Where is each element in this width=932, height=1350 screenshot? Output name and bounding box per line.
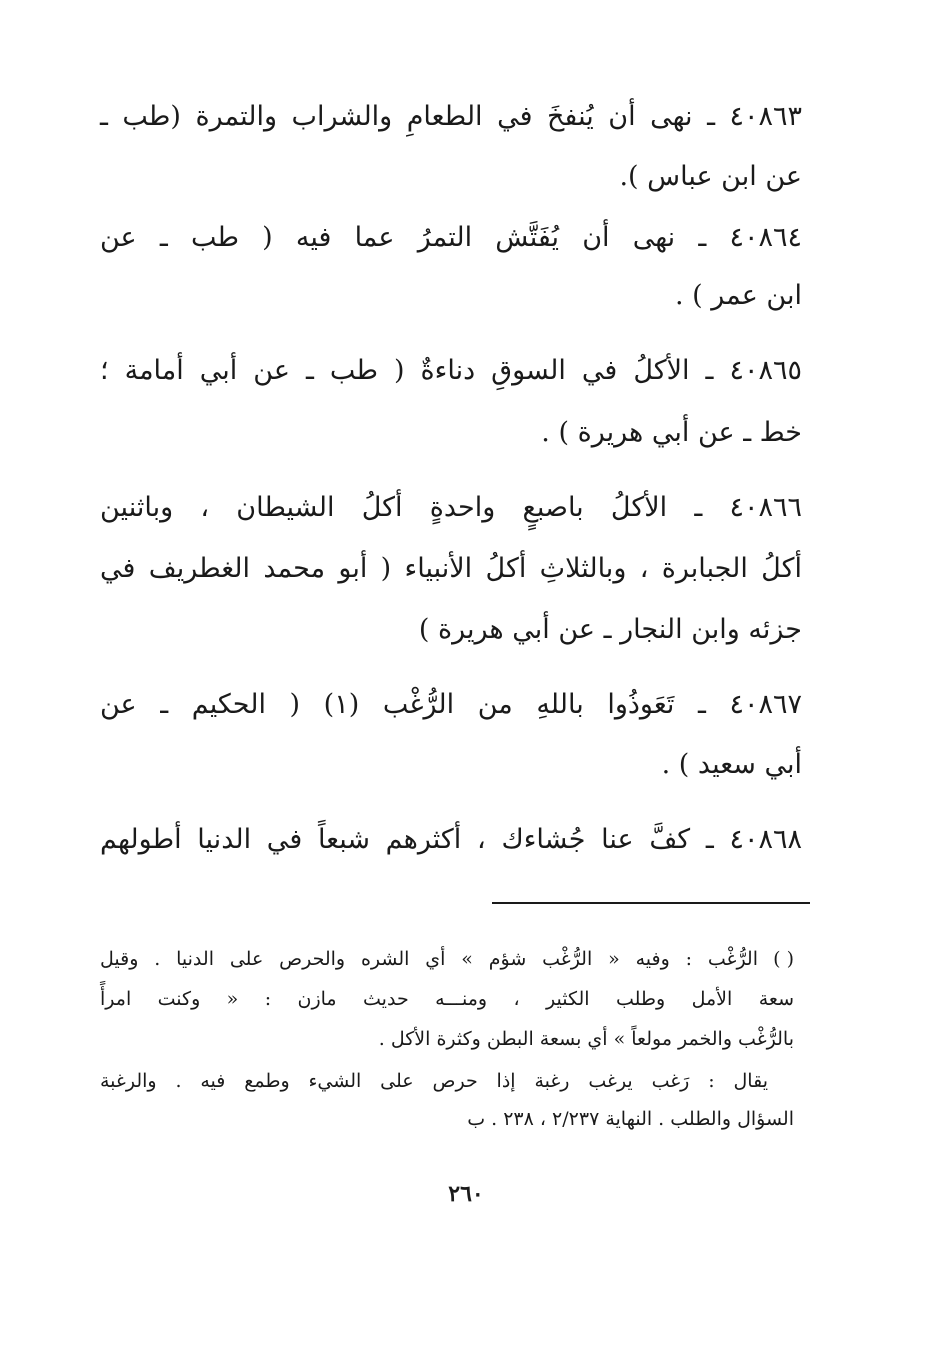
entry-40867-line-1: ٤٠٨٦٧ ـ تَعَوذُوا باللهِ من الرُّغْب (١) ( الحكيم ـ عن (100, 689, 802, 720)
footnote-separator (492, 902, 810, 904)
entry-40868-line-1: ٤٠٨٦٨ ـ كفَّ عنا جُشاءك ، أكثرهم شبعاً في الدنيا أطولهم (100, 824, 802, 855)
footnote-line-3: بالرُّغْب والخمر مولعاً » أي بسعة البطن وكثرة الأكل . (378, 1028, 794, 1050)
footnote-line-2: سعة الأمل وطلب الكثير ، ومنـــه حديث مازن : « وكنت امرأً (100, 988, 794, 1010)
entry-40863-line-2: عن ابن عباس ). (619, 161, 802, 192)
entry-40864-line-1: ٤٠٨٦٤ ـ نهى أن يُفَتَّش التمرُ عما فيه ( طب ـ عن (100, 222, 802, 253)
entry-40867-line-2: أبي سعيد ) . (661, 749, 802, 780)
entry-40865-line-2: خط ـ عن أبي هريرة ) . (541, 417, 802, 448)
entry-40866-line-1: ٤٠٨٦٦ ـ الأكلُ باصبعٍ واحدةٍ أكلُ الشيطان ، وباثنين (100, 492, 802, 523)
entry-40866-line-2: أكلُ الجبابرة ، وبالثلاثِ أكلُ الأنبياء ( أبو محمد الغطريف في (100, 553, 802, 584)
footnote-line-1: الرُّغْب : وفيه « الرُّغْب شؤم » أي الشره والحرص على الدنيا . وقيل (100, 948, 758, 970)
entry-40865-line-1: ٤٠٨٦٥ ـ الأكلُ في السوقِ دناءةٌ ( طب ـ عن أبي أمامة ؛ (100, 355, 802, 386)
footnote-line-5: السؤال والطلب . النهاية ٢/٢٣٧ ، ٢٣٨ . ب (467, 1108, 794, 1130)
entry-40864-line-2: ابن عمر ) . (674, 280, 802, 311)
footnote-line-4: يقال : رَغب يرغب رغبة إذا حرص على الشيء وطمع فيه . والرغبة (100, 1070, 768, 1092)
entry-40866-line-3: جزئه وابن النجار ـ عن أبي هريرة ) (418, 614, 802, 645)
entry-40863-line-1: ٤٠٨٦٣ ـ نهى أن يُنفخَ في الطعامِ والشراب والتمرة (طب ـ (100, 101, 802, 132)
footnote-marker: ( ) (773, 948, 794, 970)
page-number: ٢٦٠ (448, 1181, 484, 1207)
